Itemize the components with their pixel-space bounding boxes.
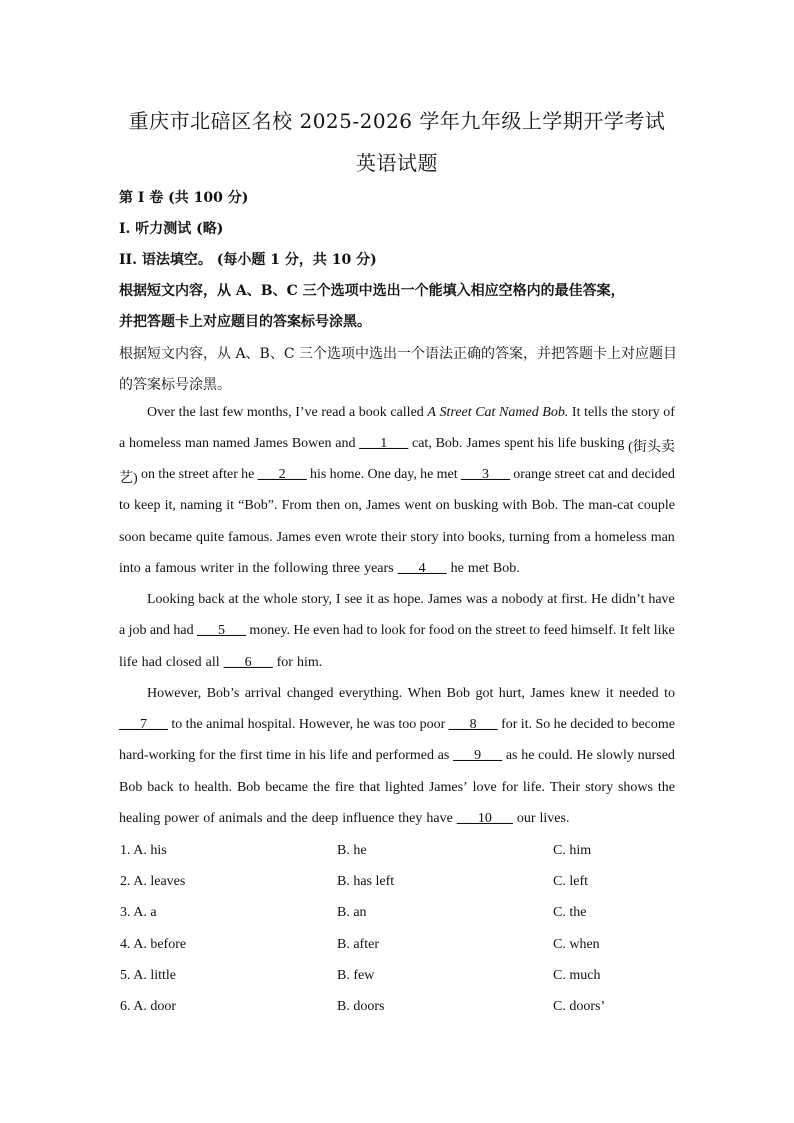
passage-line: hard-working for the first time in his life and performed as ___9___ as he could. He slowly nursed [119,748,675,763]
page-subtitle: 英语试题 [356,151,438,175]
passage-line: Over the last few months, I’ve read a book called A Street Cat Named Bob. It tells the story of [147,405,675,420]
passage-line: However, Bob’s arrival changed everything. When Bob got hurt, James knew it needed to [147,686,675,701]
passage-line: ___7___ to the animal hospital. However, he was too poor ___8___ for it. So he decided to become [119,717,675,732]
answer-blank: ___9___ [453,748,503,763]
option-c: C. the [553,905,587,920]
page-title: 重庆市北碚区名校 2025-2026 学年九年级上学期开学考试 [128,109,666,133]
passage-line: life had closed all ___6___ for him. [119,655,323,670]
option-b: B. he [337,843,367,858]
passage-line: 艺) on the street after he ___2___ his home. One day, he met ___3___ orange street cat and decided [119,467,675,486]
option-b: B. after [337,937,379,952]
option-b: B. an [337,905,367,920]
listening-heading: I. 听力测试 (略) [119,221,224,237]
passage-line: Bob back to health. Bob became the fire that lighted James’ love for life. Their story shows the [119,780,675,795]
option-a: 4. A. before [120,937,187,952]
grammar-heading: II. 语法填空。 (每小题 1 分，共 10 分) [119,252,377,268]
option-a: 3. A. a [120,905,157,920]
instruction-line-1: 根据短文内容，从 A、B、C 三个选项中选出一个语法正确的答案，并把答题卡上对应题目 [119,346,678,362]
instruction-line-2: 的答案标号涂黑。 [119,377,231,393]
answer-blank: ___10___ [456,811,513,826]
passage-line: a homeless man named James Bowen and ___1___ cat, Bob. James spent his life busking (街头卖 [119,436,675,455]
passage-line: to keep it, naming it “Bob”. From then on, James went on busking with Bob. The man-cat couple [119,498,675,513]
answer-blank: ___5___ [196,623,246,638]
option-a: 6. A. door [120,999,176,1014]
answer-blank: ___7___ [119,717,168,732]
option-c: C. doors’ [553,999,606,1014]
option-c: C. much [553,968,601,983]
option-a: 5. A. little [120,968,176,983]
option-b: B. doors [337,999,385,1014]
passage-line: a job and had ___5___ money. He even had to look for food on the street to feed himself. It felt like [119,623,675,638]
option-c: C. when [553,937,600,952]
option-a: 2. A. leaves [120,874,186,889]
option-b: B. few [337,968,375,983]
option-b: B. has left [337,874,395,889]
option-a: 1. A. his [120,843,167,858]
option-c: C. him [553,843,592,858]
passage-line: Looking back at the whole story, I see it as hope. James was a nobody at first. He didn’t have [147,592,675,607]
answer-blank: ___3___ [460,467,510,482]
answer-blank: ___2___ [257,467,307,482]
bold-instruction-line-1: 根据短文内容，从 A、B、C 三个选项中选出一个能填入相应空格内的最佳答案， [119,283,625,299]
answer-blank: ___4___ [397,561,447,576]
answer-blank: ___1___ [359,436,409,451]
answer-blank: ___8___ [448,717,498,732]
passage-line: into a famous writer in the following three years ___4___ he met Bob. [119,561,520,576]
answer-blank: ___6___ [223,655,273,670]
passage-line: soon became quite famous. James even wrote their story into books, turning from a homeless man [119,530,675,545]
passage-line: healing power of animals and the deep influence they have ___10___ our lives. [119,811,570,826]
part-heading: 第 I 卷 (共 100 分) [119,190,249,206]
bold-instruction-line-2: 并把答题卡上对应题目的答案标号涂黑。 [119,314,371,330]
option-c: C. left [553,874,588,889]
